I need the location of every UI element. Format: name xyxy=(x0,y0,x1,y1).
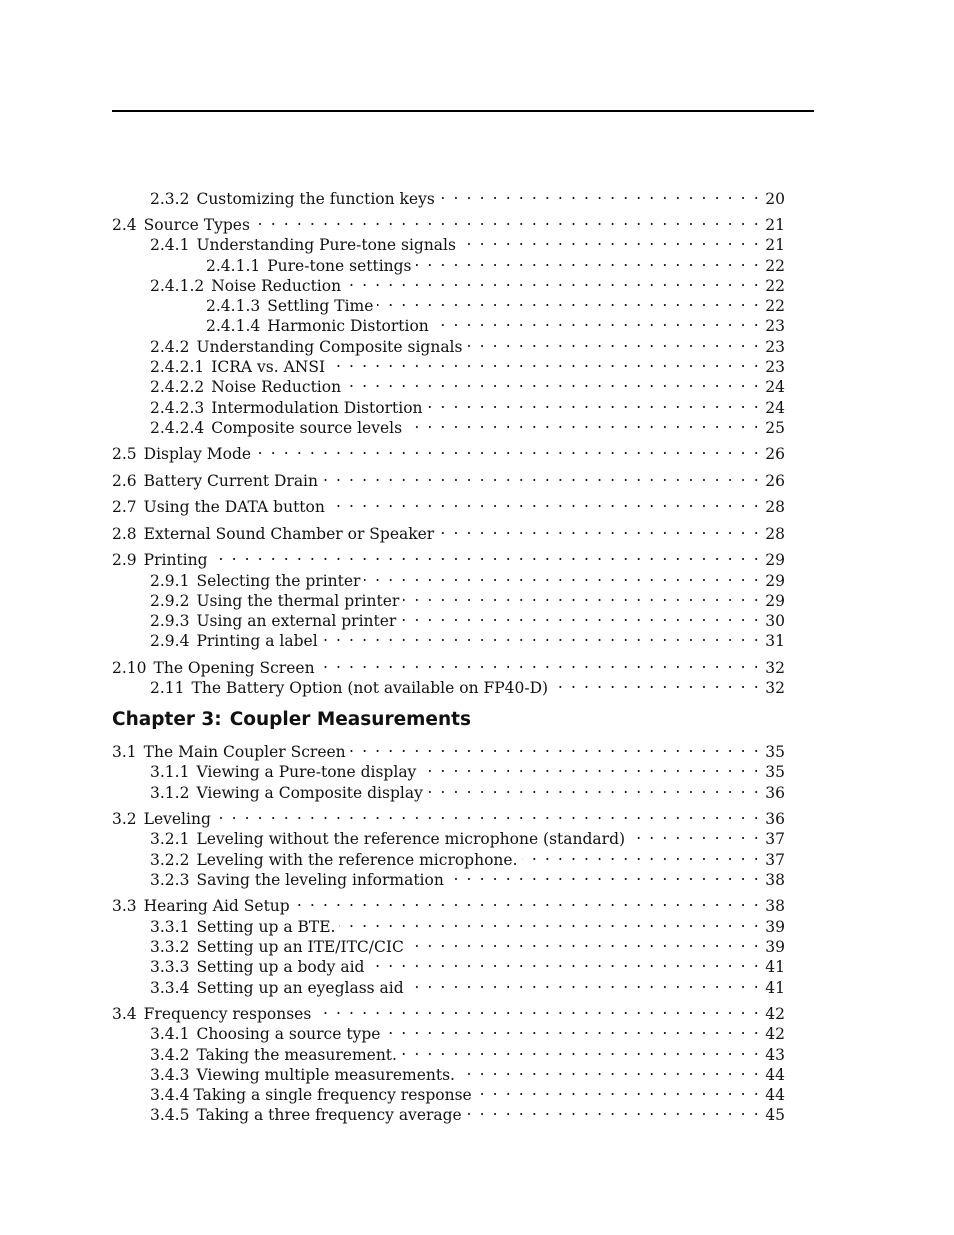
toc-entry[interactable] xyxy=(150,586,785,610)
toc-entry[interactable] xyxy=(150,778,785,802)
toc-entry-page: 26 xyxy=(765,445,785,463)
toc-entry-title: Understanding Composite signals xyxy=(196,338,463,356)
dot-leader xyxy=(438,519,760,539)
toc-entry-number: 2.3.2 xyxy=(150,190,190,208)
toc-entry-page: 23 xyxy=(765,338,785,356)
toc-entry-page: 20 xyxy=(765,190,785,208)
toc-entry[interactable] xyxy=(150,1040,785,1064)
toc-entry[interactable] xyxy=(112,653,785,677)
toc-entry[interactable] xyxy=(150,1060,785,1084)
dot-leader xyxy=(466,1100,761,1120)
dot-leader xyxy=(384,1019,760,1039)
toc-entry-number: 3.1.2 xyxy=(150,784,190,802)
toc-entry[interactable] xyxy=(150,332,785,356)
toc-entry[interactable] xyxy=(150,1080,785,1104)
toc-entry-title: Leveling without the reference microphone (standard) xyxy=(196,830,626,848)
dot-leader xyxy=(255,439,760,459)
toc-entry-number: 3.2 xyxy=(112,810,137,828)
toc-entry[interactable] xyxy=(150,413,785,437)
toc-entry-page: 28 xyxy=(765,498,785,516)
chapter-heading[interactable] xyxy=(112,708,471,732)
toc-entry-number: 3.4.4 xyxy=(150,1086,190,1104)
dot-leader xyxy=(345,372,760,392)
toc-entry[interactable] xyxy=(150,952,785,976)
toc-entry-page: 23 xyxy=(765,358,785,376)
toc-entry-title: Harmonic Distortion xyxy=(267,317,429,335)
toc-entry-title: Pure-tone settings xyxy=(267,257,412,275)
chapter-title: Coupler Measurements xyxy=(229,709,471,730)
toc-entry-number: 3.2.3 xyxy=(150,871,190,889)
toc-entry-title: The Main Coupler Screen xyxy=(143,743,346,761)
dot-leader xyxy=(403,586,760,606)
dot-leader xyxy=(212,545,761,565)
toc-entry-title: Taking a three frequency average xyxy=(196,1106,462,1124)
toc-entry-number: 3.2.2 xyxy=(150,851,190,869)
toc-entry[interactable] xyxy=(112,737,785,761)
dot-leader xyxy=(322,466,760,486)
dot-leader xyxy=(448,865,760,885)
toc-entry-number: 3.2.1 xyxy=(150,830,190,848)
dot-leader xyxy=(322,626,761,646)
toc-entry[interactable] xyxy=(206,251,785,275)
toc-entry-title: Using the thermal printer xyxy=(196,592,400,610)
dot-leader xyxy=(460,230,760,250)
toc-entry-page: 36 xyxy=(765,810,785,828)
toc-entry-page: 24 xyxy=(765,399,785,417)
dot-leader xyxy=(377,291,760,311)
toc-entry-page: 22 xyxy=(765,257,785,275)
toc-entry-number: 2.9 xyxy=(112,551,137,569)
toc-entry-number: 3.3 xyxy=(112,897,137,915)
toc-entry[interactable] xyxy=(150,271,785,295)
toc-entry[interactable] xyxy=(206,311,785,335)
toc-entry-number: 2.4.1 xyxy=(150,236,190,254)
toc-entry-number: 3.3.2 xyxy=(150,938,190,956)
toc-entry-number: 2.4.1.4 xyxy=(206,317,261,335)
toc-entry-page: 35 xyxy=(765,763,785,781)
toc-entry[interactable] xyxy=(150,845,785,869)
toc-entry[interactable] xyxy=(150,824,785,848)
toc-entry-page: 25 xyxy=(765,419,785,437)
dot-leader xyxy=(350,737,761,757)
dot-leader xyxy=(466,332,760,352)
toc-entry-page: 31 xyxy=(765,632,785,650)
toc-entry-page: 38 xyxy=(765,871,785,889)
toc-entry-number: 3.3.4 xyxy=(150,979,190,997)
toc-entry-title: Noise Reduction xyxy=(211,277,342,295)
toc-entry-number: 2.9.4 xyxy=(150,632,190,650)
toc-entry-number: 2.4.2.4 xyxy=(150,419,205,437)
toc-entry-page: 45 xyxy=(765,1106,785,1124)
toc-entry[interactable] xyxy=(150,566,785,590)
toc-entry[interactable] xyxy=(112,999,785,1023)
toc-entry-page: 42 xyxy=(765,1025,785,1043)
toc-entry-number: 3.1.1 xyxy=(150,763,190,781)
toc-entry-title: Setting up a BTE. xyxy=(196,918,336,936)
dot-leader xyxy=(364,566,760,586)
toc-entry[interactable] xyxy=(150,606,785,630)
toc-entry[interactable] xyxy=(112,492,785,516)
toc-entry[interactable] xyxy=(150,757,785,781)
toc-entry-number: 2.9.2 xyxy=(150,592,190,610)
toc-entry-page: 43 xyxy=(765,1046,785,1064)
dot-leader xyxy=(420,757,760,777)
toc-entry-page: 41 xyxy=(765,979,785,997)
toc-entry-title: Setting up an ITE/ITC/CIC xyxy=(196,938,404,956)
toc-entry-number: 2.9.3 xyxy=(150,612,190,630)
toc-entry-number: 3.3.1 xyxy=(150,918,190,936)
toc-entry-number: 3.4.1 xyxy=(150,1025,190,1043)
toc-entry-number: 2.4.2.3 xyxy=(150,399,205,417)
toc-entry-number: 2.6 xyxy=(112,472,137,490)
dot-leader xyxy=(522,845,761,865)
toc-entry-page: 36 xyxy=(765,784,785,802)
toc-entry-number: 2.7 xyxy=(112,498,137,516)
toc-entry[interactable] xyxy=(112,545,785,569)
toc-entry-title: Saving the leveling information xyxy=(196,871,444,889)
toc-entry-title: Selecting the printer xyxy=(196,572,361,590)
toc-entry[interactable] xyxy=(150,673,785,697)
toc-entry-number: 3.1 xyxy=(112,743,137,761)
toc-entry[interactable] xyxy=(150,865,785,889)
toc-entry-title: The Battery Option (not available on FP40-D) xyxy=(191,679,549,697)
toc-entry[interactable] xyxy=(150,1019,785,1043)
dot-leader xyxy=(427,778,760,798)
toc-entry-page: 26 xyxy=(765,472,785,490)
toc-entry-title: Hearing Aid Setup xyxy=(143,897,290,915)
toc-entry-number: 2.4.2.1 xyxy=(150,358,205,376)
dot-leader xyxy=(329,492,760,512)
dot-leader xyxy=(439,184,760,204)
toc-entry-page: 39 xyxy=(765,918,785,936)
toc-entry-number: 3.4.3 xyxy=(150,1066,190,1084)
toc-entry-title: Choosing a source type xyxy=(196,1025,381,1043)
toc-entry[interactable] xyxy=(112,466,785,490)
dot-leader xyxy=(408,973,761,993)
toc-entry-page: 22 xyxy=(765,277,785,295)
toc-entry-page: 44 xyxy=(765,1086,785,1104)
toc-entry-title: Customizing the function keys xyxy=(196,190,435,208)
toc-entry[interactable] xyxy=(150,393,785,417)
toc-entry-title: Printing xyxy=(143,551,208,569)
dot-leader xyxy=(315,999,760,1019)
toc-entry-title: Composite source levels xyxy=(211,419,403,437)
toc-entry-number: 2.4.1.2 xyxy=(150,277,205,295)
toc-entry-title: Using an external printer xyxy=(196,612,397,630)
toc-entry-title: Taking a single frequency response xyxy=(193,1086,472,1104)
toc-entry[interactable] xyxy=(112,210,785,234)
toc-entry-page: 21 xyxy=(765,236,785,254)
toc-entry-page: 22 xyxy=(765,297,785,315)
toc-entry-page: 37 xyxy=(765,830,785,848)
toc-entry-number: 2.4.1.3 xyxy=(206,297,261,315)
toc-entry-title: Viewing multiple measurements. xyxy=(196,1066,455,1084)
toc-entry-number: 2.8 xyxy=(112,525,137,543)
toc-entry[interactable] xyxy=(150,352,785,376)
dot-leader xyxy=(408,932,760,952)
toc-entry-title: Viewing a Pure-tone display xyxy=(196,763,417,781)
dot-leader xyxy=(552,673,760,693)
toc-entry-title: Leveling xyxy=(143,810,211,828)
dot-leader xyxy=(329,352,760,372)
toc-entry-number: 2.4.2 xyxy=(150,338,190,356)
toc-entry-page: 32 xyxy=(765,659,785,677)
dot-leader xyxy=(215,804,760,824)
toc-entry[interactable] xyxy=(150,184,785,208)
chapter-label: Chapter 3: xyxy=(112,709,222,730)
toc-entry-page: 39 xyxy=(765,938,785,956)
toc-entry-title: Understanding Pure-tone signals xyxy=(196,236,456,254)
toc-entry-title: Display Mode xyxy=(143,445,252,463)
toc-entry-title: Battery Current Drain xyxy=(143,472,319,490)
toc-entry-page: 38 xyxy=(765,897,785,915)
toc-entry-number: 2.10 xyxy=(112,659,147,677)
toc-entry-title: Leveling with the reference microphone. xyxy=(196,851,518,869)
toc-entry[interactable] xyxy=(112,439,785,463)
toc-entry-page: 23 xyxy=(765,317,785,335)
toc-entry-title: Viewing a Composite display xyxy=(196,784,423,802)
toc-entry-title: ICRA vs. ANSI xyxy=(211,358,326,376)
toc-entry-number: 2.9.1 xyxy=(150,572,190,590)
toc-entry-title: Intermodulation Distortion xyxy=(211,399,423,417)
toc-entry[interactable] xyxy=(112,891,785,915)
toc-entry[interactable] xyxy=(150,626,785,650)
toc-entry-number: 3.4.5 xyxy=(150,1106,190,1124)
dot-leader xyxy=(294,891,761,911)
dot-leader xyxy=(406,413,760,433)
dot-leader xyxy=(433,311,760,331)
toc-entry-number: 3.4 xyxy=(112,1005,137,1023)
toc-entry-number: 2.11 xyxy=(150,679,185,697)
toc-entry-number: 3.4.2 xyxy=(150,1046,190,1064)
dot-leader xyxy=(368,952,760,972)
toc-entry[interactable] xyxy=(150,230,785,254)
dot-leader xyxy=(339,912,760,932)
dot-leader xyxy=(319,653,761,673)
toc-entry-page: 44 xyxy=(765,1066,785,1084)
dot-leader xyxy=(254,210,760,230)
toc-entry-title: Taking the measurement. xyxy=(196,1046,397,1064)
toc-entry-page: 42 xyxy=(765,1005,785,1023)
toc-entry-number: 2.4.2.2 xyxy=(150,378,205,396)
dot-leader xyxy=(629,824,760,844)
dot-leader xyxy=(427,393,761,413)
toc-entry[interactable] xyxy=(150,932,785,956)
toc-entry-number: 3.3.3 xyxy=(150,958,190,976)
toc-entry-page: 29 xyxy=(765,592,785,610)
toc-entry-title: Using the DATA button xyxy=(143,498,325,516)
toc-entry-page: 41 xyxy=(765,958,785,976)
toc-entry-page: 35 xyxy=(765,743,785,761)
dot-leader xyxy=(416,251,761,271)
toc-entry-title: The Opening Screen xyxy=(153,659,315,677)
toc-entry-title: Frequency responses xyxy=(143,1005,312,1023)
toc-entry-page: 37 xyxy=(765,851,785,869)
toc-entry-page: 29 xyxy=(765,572,785,590)
toc-entry-title: Setting up a body aid xyxy=(196,958,365,976)
toc-entry-page: 30 xyxy=(765,612,785,630)
dot-leader xyxy=(345,271,760,291)
dot-leader xyxy=(459,1060,760,1080)
toc-entry[interactable] xyxy=(112,519,785,543)
toc-entry-page: 28 xyxy=(765,525,785,543)
toc-entry-title: Source Types xyxy=(143,216,250,234)
toc-entry[interactable] xyxy=(150,973,785,997)
toc-entry[interactable] xyxy=(206,291,785,315)
toc-entry[interactable] xyxy=(150,1100,785,1124)
toc-entry-page: 24 xyxy=(765,378,785,396)
toc-entry-number: 2.4 xyxy=(112,216,137,234)
toc-entry[interactable] xyxy=(112,804,785,828)
toc-entry-page: 29 xyxy=(765,551,785,569)
toc-entry-page: 21 xyxy=(765,216,785,234)
toc-entry-title: External Sound Chamber or Speaker xyxy=(143,525,435,543)
dot-leader xyxy=(401,1040,760,1060)
dot-leader xyxy=(400,606,760,626)
toc-entry[interactable] xyxy=(150,372,785,396)
toc-entry-number: 2.4.1.1 xyxy=(206,257,261,275)
toc-entry-title: Settling Time xyxy=(267,297,374,315)
toc-entry-title: Noise Reduction xyxy=(211,378,342,396)
toc-entry[interactable] xyxy=(150,912,785,936)
toc-entry-title: Printing a label xyxy=(196,632,318,650)
toc-entry-page: 32 xyxy=(765,679,785,697)
dot-leader xyxy=(476,1080,761,1100)
toc-entry-number: 2.5 xyxy=(112,445,137,463)
toc-entry-title: Setting up an eyeglass aid xyxy=(196,979,404,997)
